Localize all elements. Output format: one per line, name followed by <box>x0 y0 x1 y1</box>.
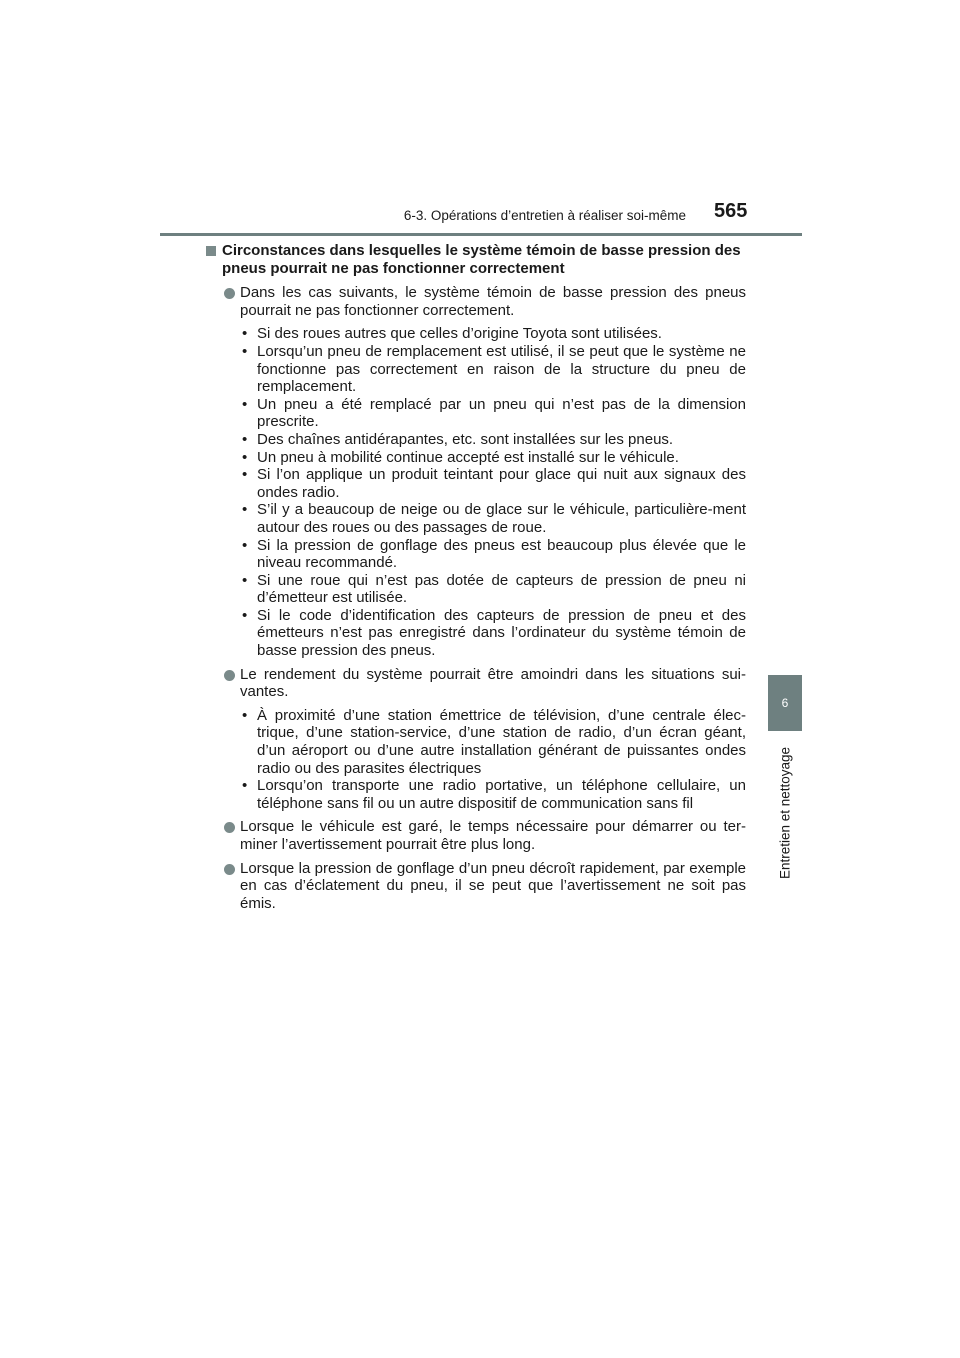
sub-list <box>240 325 746 659</box>
bullet-item <box>222 666 746 813</box>
sub-list-item <box>240 537 746 572</box>
dot-bullet-icon: • <box>242 777 248 795</box>
circle-bullet-icon <box>224 864 235 875</box>
chapter-title: Entretien et nettoyage <box>777 746 793 880</box>
sub-item-text: Lorsqu’on transporte une radio portative, un téléphone cellulaire, un téléphone sans fil ou un autre dispositif de communication sans fil <box>257 777 746 812</box>
sub-item-text: Lorsqu’un pneu de remplacement est utilisé, il se peut que le système ne fonctionne pas correctement en raison de la structure du pneu de remplacement. <box>257 342 746 396</box>
circle-bullet-icon <box>224 822 235 833</box>
sub-list-item <box>240 431 746 449</box>
section-heading <box>222 242 746 277</box>
sub-list-item <box>240 449 746 467</box>
sub-list-item <box>240 501 746 536</box>
dot-bullet-icon: • <box>242 571 248 589</box>
chapter-tab: 6 <box>768 675 802 731</box>
sub-list-item <box>240 572 746 607</box>
sub-list-item <box>240 607 746 660</box>
dot-bullet-icon: • <box>242 706 248 724</box>
bullet-text: Lorsque le véhicule est garé, le temps nécessaire pour démarrer ou ter-miner l’avertissement pourrait être plus long. <box>240 818 746 853</box>
bullet-text: Dans les cas suivants, le système témoin de basse pression des pneus pourrait ne pas fonctionner correctement. <box>240 284 746 319</box>
page-number: 565 <box>714 200 748 222</box>
dot-bullet-icon: • <box>242 395 248 413</box>
sub-item-text: Un pneu à mobilité continue accepté est installé sur le véhicule. <box>257 448 679 466</box>
sub-list-item <box>240 707 746 777</box>
bullet-item <box>222 818 746 853</box>
main-content <box>222 242 746 918</box>
sub-item-text: Si l’on applique un produit teintant pour glace qui nuit aux signaux des ondes radio. <box>257 466 746 501</box>
bullet-text: Le rendement du système pourrait être amoindri dans les situations sui-vantes. <box>240 665 746 701</box>
sub-item-text: Un pneu a été remplacé par un pneu qui n’est pas de la dimension prescrite. <box>257 395 746 431</box>
dot-bullet-icon: • <box>242 448 248 466</box>
header-divider <box>160 233 802 236</box>
dot-bullet-icon: • <box>242 325 248 343</box>
sub-item-text: S’il y a beaucoup de neige ou de glace sur le véhicule, particulière-ment autour des roues ou des passages de roue. <box>257 501 746 536</box>
sub-list-item <box>240 325 746 343</box>
sub-item-text: Si le code d’identification des capteurs de pression de pneu et des émetteurs n’est pas enregistré dans l’ordinateur du système témoin de basse pression des pneus. <box>257 606 746 660</box>
chapter-label-container <box>768 733 802 893</box>
circle-bullet-icon <box>224 288 235 299</box>
sub-list-item <box>240 777 746 812</box>
square-bullet-icon <box>206 246 216 256</box>
sub-item-text: À proximité d’une station émettrice de télévision, d’une centrale élec-trique, d’une station-service, d’une station de radio, d’un écran géant, d’un aéroport ou d’une autre installation générant de puissantes ondes radio ou des parasites électriques <box>257 706 746 777</box>
sub-item-text: Des chaînes antidérapantes, etc. sont installées sur les pneus. <box>257 430 674 448</box>
section-heading-text: Circonstances dans lesquelles le système témoin de basse pression des pneus pourrait ne pas fonctionner correctement <box>222 242 741 277</box>
circle-bullet-icon <box>224 670 235 681</box>
dot-bullet-icon: • <box>242 342 248 360</box>
bullet-item <box>222 284 746 659</box>
dot-bullet-icon: • <box>242 501 248 519</box>
bullet-text: Lorsque la pression de gonflage d’un pneu décroît rapidement, par exemple en cas d’éclatement du pneu, il se peut que l’avertissement ne soit pas émis. <box>240 859 746 912</box>
sub-list-item <box>240 396 746 431</box>
sub-item-text: Si une roue qui n’est pas dotée de capteurs de pression de pneu ni d’émetteur est utilisée. <box>257 571 746 607</box>
sub-list <box>240 707 746 813</box>
dot-bullet-icon: • <box>242 606 248 624</box>
dot-bullet-icon: • <box>242 430 248 448</box>
dot-bullet-icon: • <box>242 536 248 554</box>
sub-list-item <box>240 466 746 501</box>
breadcrumb: 6-3. Opérations d’entretien à réaliser soi-même <box>403 208 686 223</box>
bullet-item <box>222 860 746 913</box>
sub-item-text: Si la pression de gonflage des pneus est beaucoup plus élevée que le niveau recommandé. <box>257 536 746 572</box>
dot-bullet-icon: • <box>242 466 248 484</box>
sub-list-item <box>240 343 746 396</box>
sub-item-text: Si des roues autres que celles d’origine Toyota sont utilisées. <box>257 325 662 343</box>
